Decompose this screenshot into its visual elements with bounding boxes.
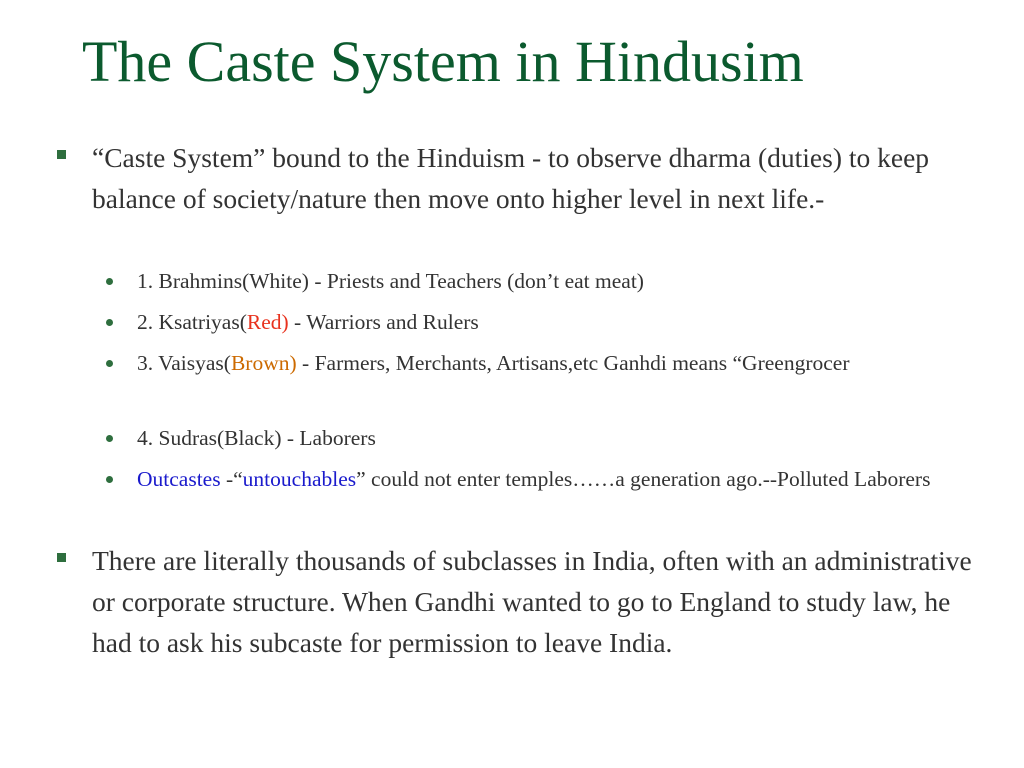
round-bullet-icon — [106, 278, 113, 285]
sub-bullet-text-suffix: - Warriors and Rulers — [288, 310, 479, 334]
sub-bullet-sudras — [137, 422, 997, 455]
sub-bullet-vaisyas — [137, 347, 997, 380]
sub-bullet-text-prefix: 3. Vaisyas( — [137, 351, 231, 375]
square-bullet-icon — [57, 553, 66, 562]
bullet-text: There are literally thousands of subclasses in India, often with an administrative or corporate structure. When Gandhi wanted to go to England to study law, he had to ask his subcaste for permission to leave India. — [92, 545, 972, 658]
sub-bullet-outcastes — [137, 463, 997, 496]
sub-bullet-text: 4. Sudras(Black) - Laborers — [137, 426, 376, 450]
sub-bullet-brahmins — [137, 265, 997, 298]
round-bullet-icon — [106, 435, 113, 442]
color-word-red: Red) — [246, 310, 289, 334]
round-bullet-icon — [106, 476, 113, 483]
square-bullet-icon — [57, 150, 66, 159]
round-bullet-icon — [106, 360, 113, 367]
sub-bullet-text-mid: -“ — [220, 467, 243, 491]
outcastes-word: Outcastes — [137, 467, 221, 491]
slide-title: The Caste System in Hindusim — [82, 29, 804, 94]
bullet-caste-system — [92, 137, 992, 219]
bullet-subclasses — [92, 540, 992, 663]
sub-bullet-text-prefix: 2. Ksatriyas( — [137, 310, 247, 334]
sub-bullet-text-suffix: - Farmers, Merchants, Artisans,etc Ganhdi means “Greengrocer — [296, 351, 850, 375]
round-bullet-icon — [106, 319, 113, 326]
bullet-text: “Caste System” bound to the Hinduism - to observe dharma (duties) to keep balance of society/nature then move onto higher level in next life.- — [92, 142, 930, 214]
color-word-brown: Brown) — [230, 351, 297, 375]
sub-bullet-text-suffix: ” could not enter temples……a generation ago.--Polluted Laborers — [356, 467, 931, 491]
sub-bullet-ksatriyas — [137, 306, 997, 339]
untouchables-word: untouchables — [242, 467, 357, 491]
sub-bullet-text: 1. Brahmins(White) - Priests and Teachers (don’t eat meat) — [137, 269, 644, 293]
